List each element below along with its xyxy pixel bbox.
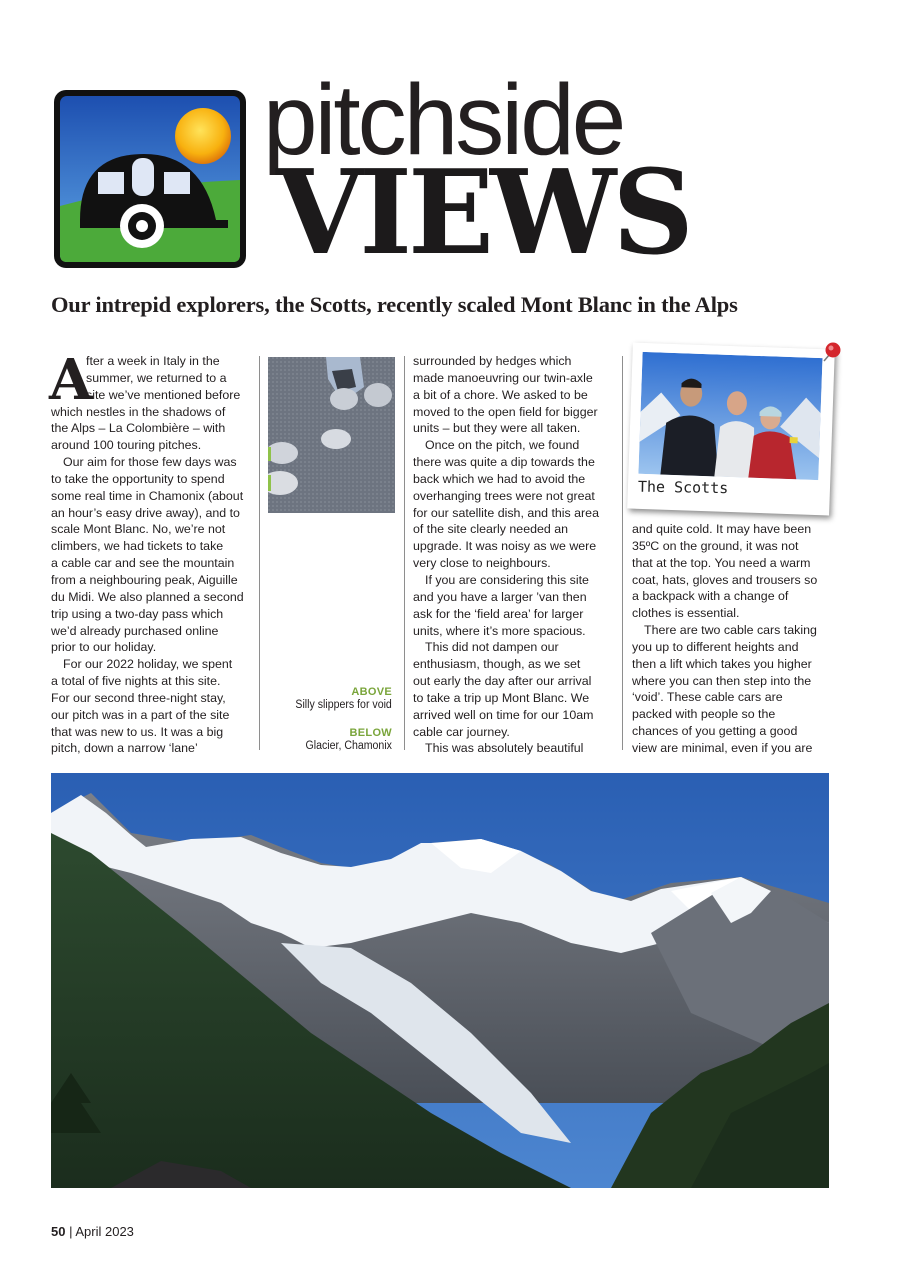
text-line: an hour’s easy drive away), and to [51, 505, 240, 520]
text-line: a bit of a chore. We asked to be [413, 387, 588, 402]
caption-above-label: ABOVE [351, 686, 392, 698]
text-line: and quite cold. It may have been [632, 522, 812, 536]
article-column-3 [413, 353, 613, 757]
text-line: for our satellite dish, and this area [413, 505, 599, 520]
polaroid-photo [627, 343, 835, 516]
slippers-photo [268, 357, 395, 513]
text-line: coat, hats, gloves and trousers so [632, 572, 818, 587]
caption-above-text: Silly slippers for void [295, 699, 392, 711]
caption-below-label: BELOW [349, 727, 392, 739]
title-views: VIEWS [276, 145, 690, 281]
text-line: around 100 touring pitches. [51, 438, 202, 453]
column-rule [259, 356, 260, 750]
text-line: surrounded by hedges which [413, 354, 572, 368]
text-line: from a neighbouring peak, Aiguille [51, 572, 238, 587]
issue-date: April 2023 [75, 1224, 134, 1239]
text-line: units, where it’s more spacious. [413, 623, 586, 638]
text-line: a total of five nights at this site. [51, 674, 221, 689]
text-line: site we’ve mentioned before [86, 387, 241, 402]
text-line: of the site clearly needed an [413, 522, 568, 537]
text-line: climbers, we had tickets to take [51, 539, 224, 554]
text-line: trip using a two-day pass which [51, 606, 224, 621]
text-line: For our second three-night stay, [51, 690, 226, 705]
glacier-chamonix-photo [51, 773, 829, 1188]
text-line: There are two cable cars taking [644, 623, 817, 638]
text-line: packed with people so the [632, 707, 776, 722]
text-line: you up to different heights and [632, 639, 799, 654]
text-line: pitch, down a narrow ‘lane’ [51, 741, 198, 756]
text-line: fter a week in Italy in the [86, 354, 220, 368]
text-line: prior to our holiday. [51, 640, 157, 655]
text-line: enthusiasm, though, as we set [413, 657, 581, 672]
text-line: a backpack with a change of [632, 589, 789, 604]
text-line: cable car journey. [413, 724, 510, 739]
text-line: If you are considering this site [425, 572, 589, 587]
text-line: which nestles in the shadows of [51, 404, 226, 419]
text-line: to take the opportunity to spend [51, 471, 225, 486]
article-column-1 [49, 347, 251, 757]
article-column-4 [632, 521, 832, 757]
text-line: moved to the open field for bigger [413, 404, 598, 419]
push-pin-icon [820, 340, 844, 364]
text-line: view are minimal, even if you are [632, 740, 813, 755]
title-pitchside: pitchside [263, 64, 624, 176]
text-line: back which we had to avoid the [413, 471, 586, 486]
text-line: scale Mont Blanc. No, we’re not [51, 522, 226, 537]
footer-separator: | [65, 1224, 76, 1239]
scotts-family-photo [638, 352, 822, 480]
drop-cap: A [49, 347, 93, 413]
page-number: 50 [51, 1224, 66, 1239]
text-line: upgrade. It was noisy as we were [413, 539, 597, 554]
text-line: our pitch was in a part of the site [51, 707, 230, 722]
text-line: clothes is essential. [632, 606, 740, 621]
text-line: du Midi. We also planned a second [51, 589, 244, 604]
text-line: units – but they were all taken. [413, 421, 581, 436]
page-footer [51, 1224, 134, 1239]
text-line: we’d already purchased online [51, 623, 219, 638]
text-line: that at the top. You need a warm [632, 555, 811, 570]
subtitle: Our intrepid explorers, the Scotts, recently scaled Mont Blanc in the Alps [51, 292, 738, 317]
text-line: a cable car and see the mountain [51, 556, 235, 571]
column-rule [404, 356, 405, 750]
text-line: out early the day after our arrival [413, 674, 592, 689]
text-line: then a lift which takes you higher [632, 656, 812, 671]
caravan-logo [52, 88, 248, 270]
column-rule [622, 356, 623, 750]
text-line: arrived well on time for our 10am [413, 707, 594, 722]
text-line: there was quite a dip towards the [413, 455, 595, 470]
text-line: to take a trip up Mont Blanc. We [413, 690, 590, 705]
text-line: where you can then step into the [632, 673, 812, 688]
text-line: This did not dampen our [425, 640, 559, 655]
text-line: Once on the pitch, we found [425, 438, 580, 453]
caption-below-text: Glacier, Chamonix [305, 740, 392, 752]
text-line: This was absolutely beautiful [425, 741, 584, 756]
text-line: made manoeuvring our twin-axle [413, 370, 593, 385]
text-line: that was new to us. It was a big [51, 724, 224, 739]
text-line: overhanging trees were not great [413, 488, 595, 503]
text-line: the Alps – La Colombière – with [51, 421, 226, 436]
text-line: and you have a larger ’van then [413, 589, 587, 604]
text-line: some real time in Chamonix (about [51, 488, 244, 503]
text-line: Our aim for those few days was [63, 455, 237, 470]
text-line: chances of you getting a good [632, 724, 798, 739]
text-line: summer, we returned to a [86, 370, 227, 385]
polaroid-label: The Scotts [637, 477, 729, 498]
text-line: For our 2022 holiday, we spent [63, 657, 233, 672]
text-line: 35ºC on the ground, it was not [632, 538, 799, 553]
text-line: ‘void’. These cable cars are [632, 690, 783, 705]
text-line: very close to neighbours. [413, 556, 551, 571]
text-line: ask for the ‘field area’ for larger [413, 606, 584, 621]
